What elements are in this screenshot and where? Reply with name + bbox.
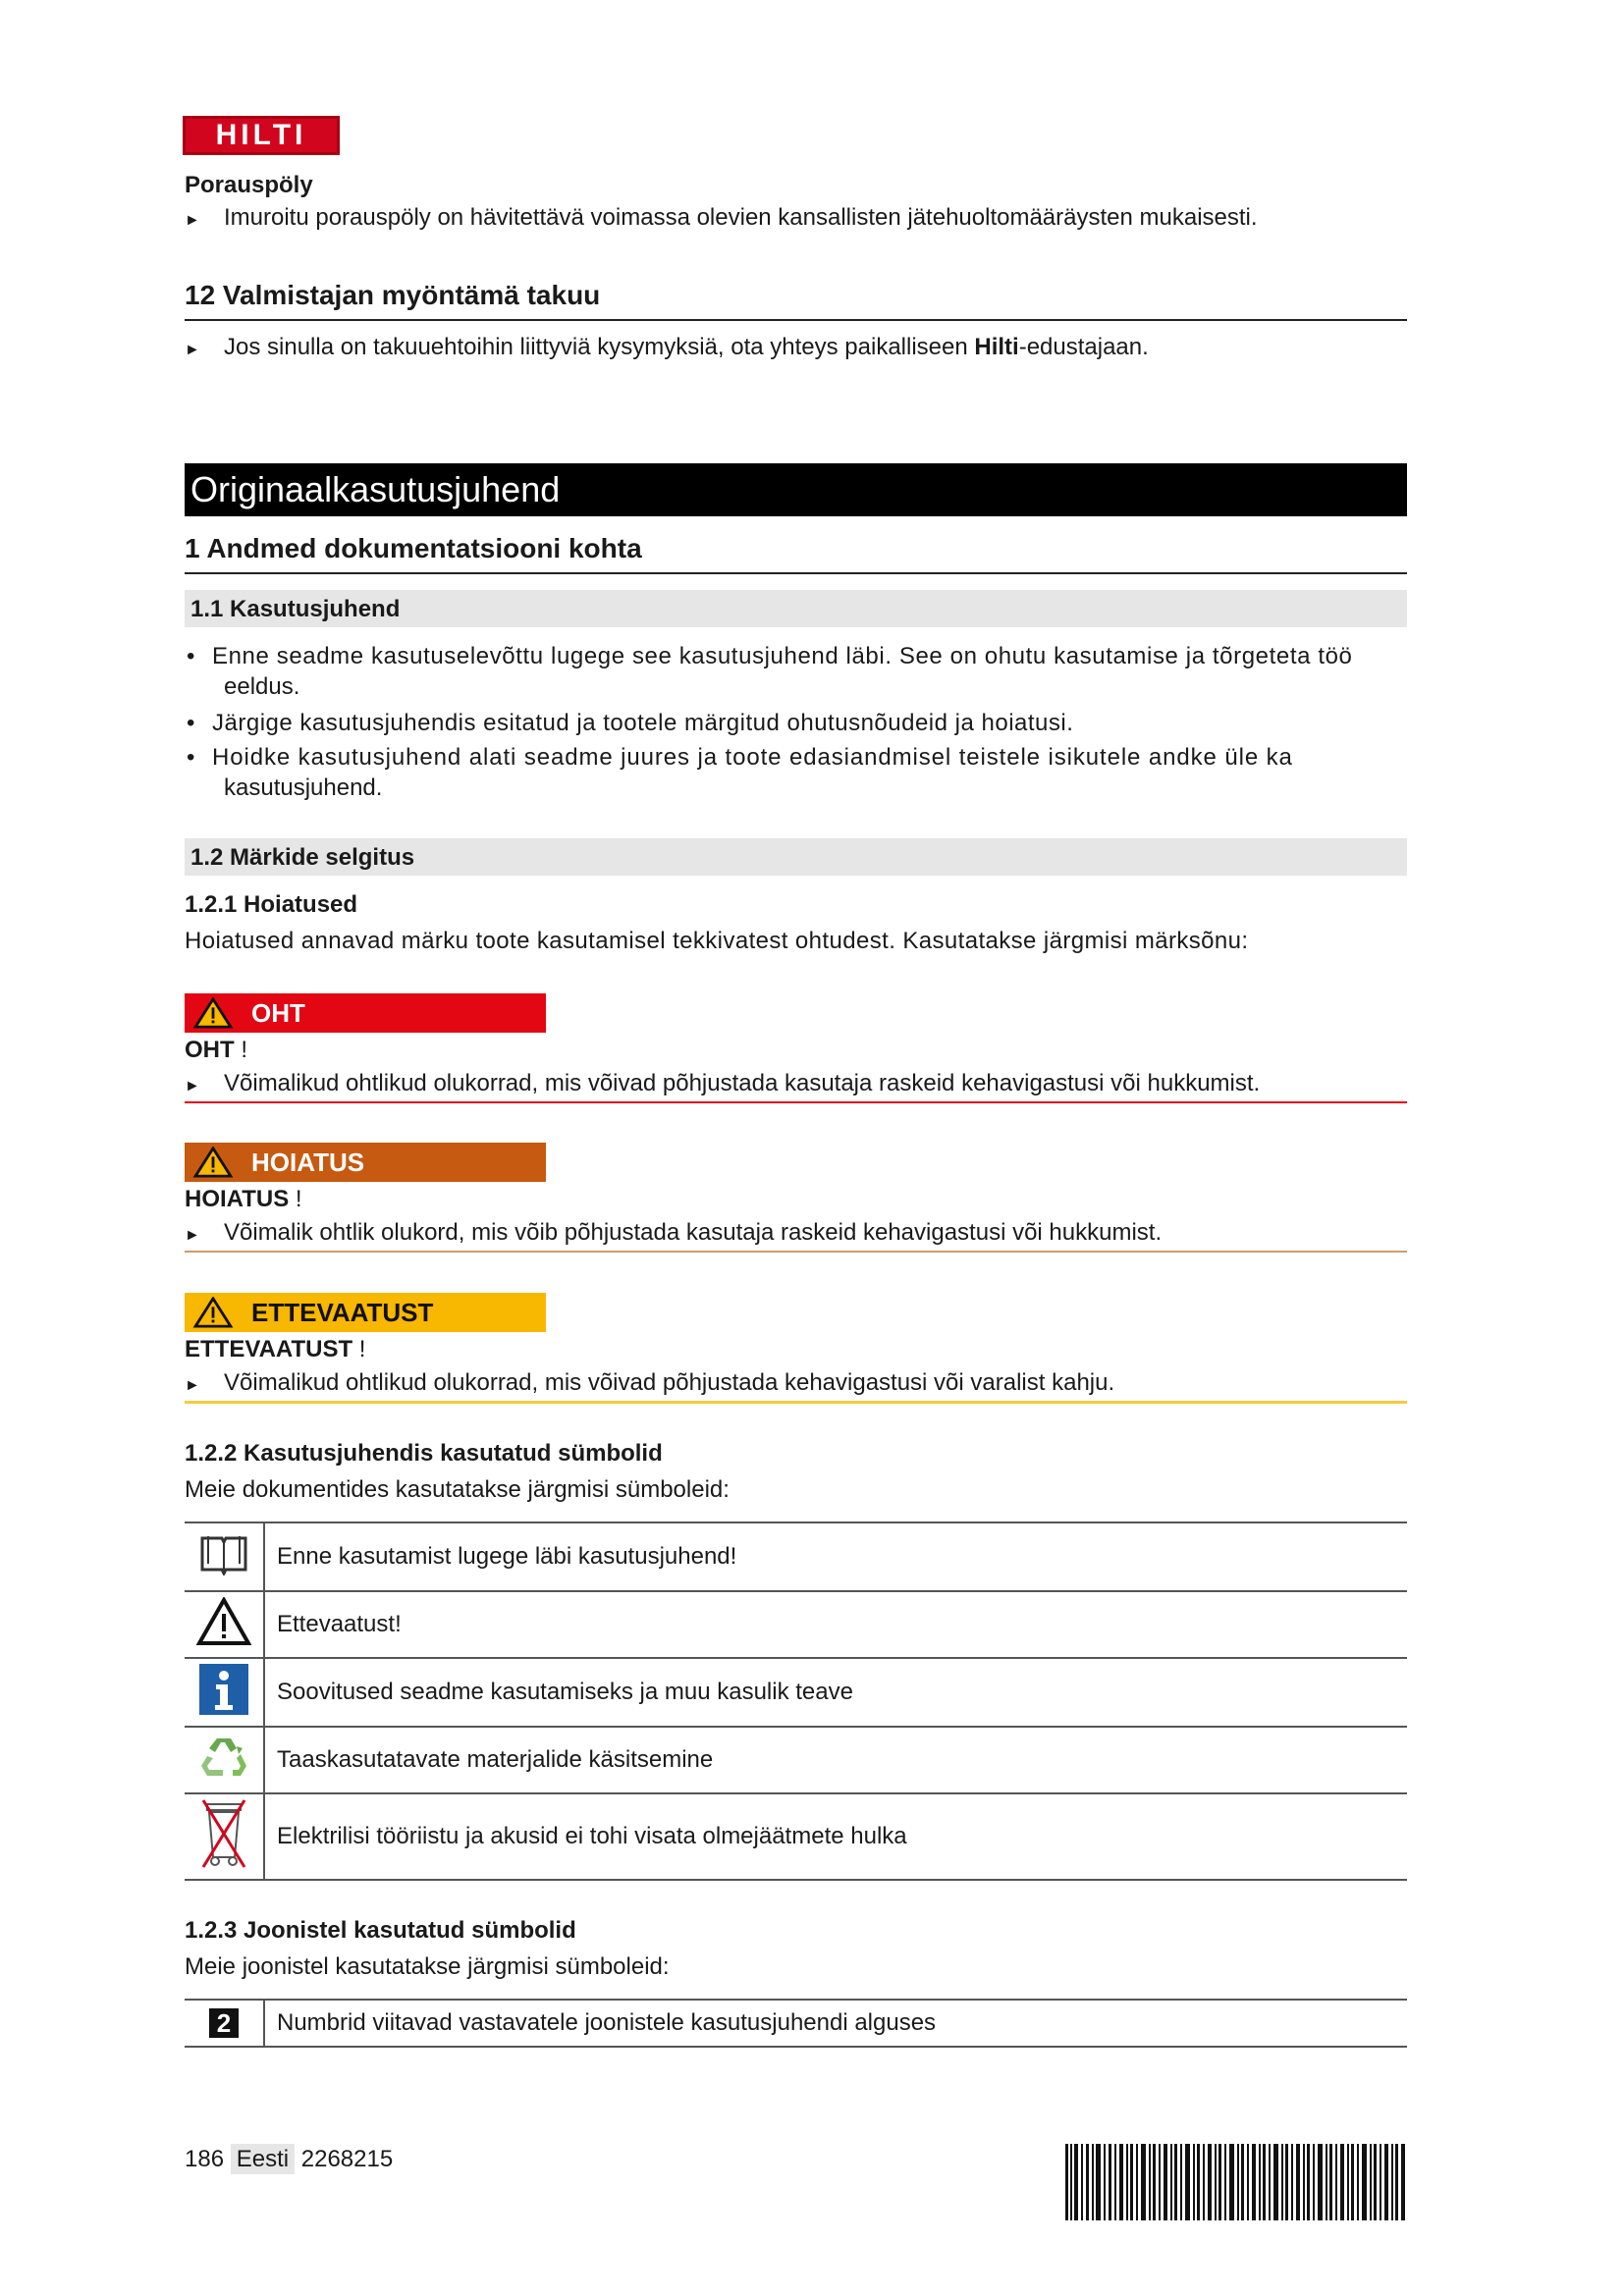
footer <box>185 2146 393 2173</box>
hilti-logo <box>183 116 340 155</box>
triangle-bullet-icon: ► <box>185 1078 200 1095</box>
crossed-bin-icon <box>199 1796 248 1871</box>
triangle-bullet-icon: ► <box>185 342 200 358</box>
warning-mark: ! <box>358 1336 366 1362</box>
section-1-1-heading: 1.1 Kasutusjuhend <box>185 590 1407 627</box>
manual-list <box>185 641 1490 803</box>
list-item-line: kasutusjuhend. <box>224 774 383 801</box>
warning-mark: ! <box>295 1186 302 1212</box>
logo-text: HILTI <box>215 119 307 151</box>
list-item-line: eeldus. <box>224 673 300 700</box>
warning-text-content: Võimalikud ohtlikud olukorrad, mis võivad põhjustada kehavigastusi või varalist kahju. <box>224 1369 1115 1396</box>
table-row <box>185 1658 1407 1727</box>
section-1-2-3-heading: 1.2.3 Joonistel kasutatud sümbolid <box>185 1917 576 1944</box>
symbol-text: Elektrilisi tööriistu ja akusid ei tohi visata olmejäätmete hulka <box>264 1793 1407 1880</box>
warning-triangle-icon <box>192 1297 234 1328</box>
signal-word-bar <box>185 1293 546 1332</box>
warning-title <box>185 1336 1407 1363</box>
signal-word-label: OHT <box>251 997 305 1028</box>
triangle-bullet-icon: ► <box>185 212 200 229</box>
signal-word-label: ETTEVAATUST <box>251 1297 434 1327</box>
warranty-item <box>185 334 1149 361</box>
warning-title <box>185 1037 1407 1064</box>
table-row <box>185 1793 1407 1880</box>
warning-title-text: OHT <box>185 1037 235 1063</box>
recycle-icon <box>197 1733 250 1782</box>
symbol-icon-cell <box>185 1591 264 1658</box>
symbol-icon-cell <box>185 1793 264 1880</box>
symbol-text: Numbrid viitavad vastavatele joonistele kasutusjuhendi alguses <box>264 2000 1407 2047</box>
warranty-heading: 12 Valmistajan myöntämä takuu <box>185 280 1407 321</box>
list-item <box>185 641 1490 702</box>
footer-language: Eesti <box>231 2144 295 2174</box>
document-number: 2268215 <box>300 2146 394 2172</box>
section-1-2-heading: 1.2 Märkide selgitus <box>185 838 1407 876</box>
warning-title-text: HOIATUS <box>185 1186 290 1212</box>
symbol-text: Soovitused seadme kasutamiseks ja muu kasulik teave <box>264 1658 1407 1727</box>
warning-text <box>185 1369 1407 1404</box>
symbol-text: Enne kasutamist lugege läbi kasutusjuhend! <box>264 1522 1407 1591</box>
triangle-bullet-icon: ► <box>185 1377 200 1394</box>
signal-word-bar <box>185 1143 546 1182</box>
warning-text-content: Võimalikud ohtlikud olukorrad, mis võivad põhjustada kasutaja raskeid kehavigastusi või hukkumist. <box>224 1070 1261 1096</box>
symbol-icon-cell <box>185 1727 264 1793</box>
triangle-bullet-icon: ► <box>185 1227 200 1244</box>
number-2-icon <box>209 2008 239 2038</box>
dust-item-text: Imuroitu porauspöly on hävitettävä voimassa olevien kansallisten jätehuoltomääräysten mukaisesti. <box>224 204 1258 231</box>
warning-text <box>185 1219 1407 1253</box>
warning-text <box>185 1070 1407 1103</box>
warranty-text-end: -edustajaan. <box>1018 334 1149 360</box>
warning-mark: ! <box>241 1037 248 1063</box>
page-number: 186 <box>185 2146 225 2172</box>
book-icon <box>198 1532 249 1575</box>
section-1-2-1-heading: 1.2.1 Hoiatused <box>185 891 358 918</box>
list-item <box>185 708 1490 738</box>
symbol-icon-cell <box>185 1522 264 1591</box>
warning-block-caution <box>185 1293 1407 1404</box>
signal-word-label: HOIATUS <box>251 1147 365 1177</box>
list-item-line: • Enne seadme kasutuselevõttu lugege see kasutusjuhend läbi. See on ohutu kasutamise ja tõrgeteta töö <box>212 643 1353 669</box>
symbol-icon-cell <box>185 1658 264 1727</box>
warning-title <box>185 1186 1407 1213</box>
section-1-heading: 1 Andmed dokumentatsiooni kohta <box>185 533 1407 574</box>
table-row <box>185 1591 1407 1658</box>
figures-intro: Meie joonistel kasutatakse järgmisi sümboleid: <box>185 1953 670 1980</box>
table-row <box>185 1522 1407 1591</box>
warning-triangle-icon <box>192 997 234 1029</box>
table-row <box>185 1727 1407 1793</box>
section-1-2-2-heading: 1.2.2 Kasutusjuhendis kasutatud sümbolid <box>185 1440 663 1467</box>
document-banner: Originaalkasutusjuhend <box>185 463 1407 516</box>
symbols-intro: Meie dokumentides kasutatakse järgmisi sümboleid: <box>185 1476 730 1503</box>
warning-icon <box>196 1597 251 1646</box>
symbol-text: Taaskasutatavate materjalide käsitsemine <box>264 1727 1407 1793</box>
signal-word-bar <box>185 993 546 1033</box>
list-item-line: • Järgige kasutusjuhendis esitatud ja tootele märgitud ohutusnõudeid ja hoiatusi. <box>212 710 1074 736</box>
dust-item <box>185 204 1258 232</box>
figures-table <box>185 1999 1407 2048</box>
symbol-text: Ettevaatust! <box>264 1591 1407 1658</box>
dust-heading: Porauspöly <box>185 172 313 198</box>
list-item <box>185 742 1490 803</box>
warning-block-warning <box>185 1143 1407 1253</box>
table-row <box>185 2000 1407 2047</box>
figure-number: 2 <box>216 2007 232 2038</box>
warnings-intro: Hoiatused annavad märku toote kasutamisel tekkivatest ohtudest. Kasutatakse järgmisi märksõnu: <box>185 928 1249 954</box>
info-icon <box>199 1664 248 1715</box>
warning-triangle-icon <box>192 1147 234 1178</box>
warning-block-danger <box>185 993 1407 1103</box>
list-item-line: • Hoidke kasutusjuhend alati seadme juures ja toote edasiandmisel teistele isikutele andke üle ka <box>212 744 1293 771</box>
barcode <box>1065 2144 1405 2220</box>
warranty-brand: Hilti <box>974 334 1019 360</box>
symbol-icon-cell <box>185 2000 264 2047</box>
warning-title-text: ETTEVAATUST <box>185 1336 353 1362</box>
warning-text-content: Võimalik ohtlik olukord, mis võib põhjustada kasutaja raskeid kehavigastusi või hukkumist. <box>224 1219 1163 1246</box>
warranty-text-start: Jos sinulla on takuuehtoihin liittyviä kysymyksiä, ota yhteys paikalliseen <box>224 334 975 360</box>
symbols-table <box>185 1522 1407 1881</box>
